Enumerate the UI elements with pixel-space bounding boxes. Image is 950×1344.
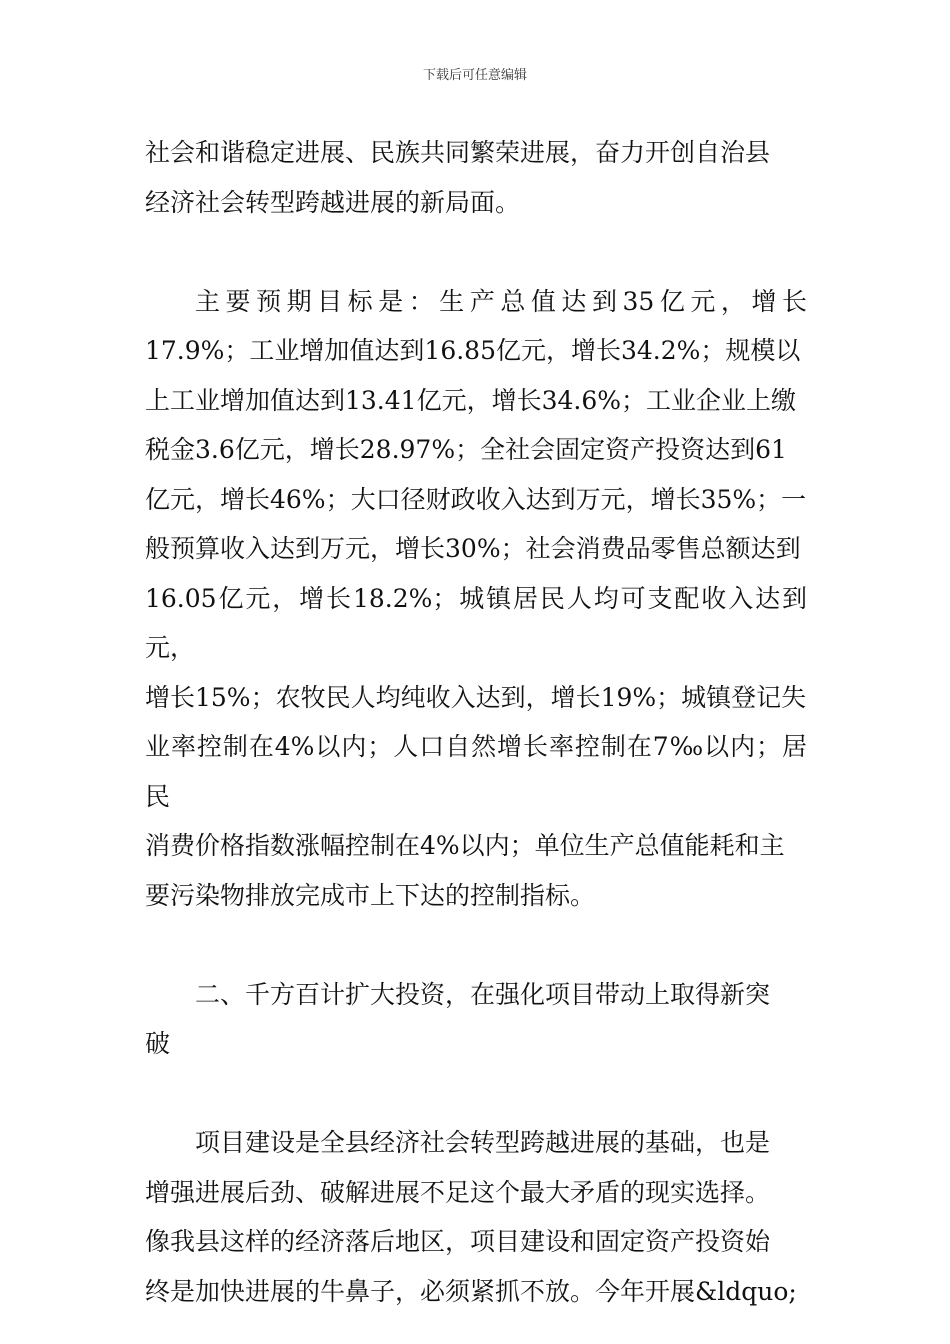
paragraph-projects xyxy=(145,1118,807,1316)
text-line: 增长15%；农牧民人均纯收入达到，增长19%；城镇登记失 xyxy=(145,682,807,712)
text-line: 项目建设是全县经济社会转型跨越进展的基础，也是 xyxy=(195,1128,771,1157)
text-line: 主要预期目标是：生产总值达到35亿元，增长 xyxy=(195,286,807,316)
paragraph-gap xyxy=(145,227,807,277)
paragraph-gap xyxy=(145,920,807,970)
text-line: 像我县这样的经济落后地区，项目建设和固定资产投资始 xyxy=(145,1227,771,1256)
text-line: 税金3.6亿元，增长28.97%；全社会固定资产投资达到61 xyxy=(145,435,787,464)
text-line: 终是加快进展的牛鼻子，必须紧抓不放。今年开展&ldquo; xyxy=(145,1276,797,1306)
section-heading xyxy=(145,970,807,1069)
text-line: 增强进展后劲、破解进展不足这个最大矛盾的现实选择。 xyxy=(145,1177,771,1207)
text-line: 16.05亿元，增长18.2%；城镇居民人均可支配收入达到元， xyxy=(145,583,807,662)
paragraph-targets xyxy=(145,277,807,921)
text-line: 二、千方百计扩大投资，在强化项目带动上取得新突 xyxy=(195,979,771,1009)
paragraph-continuation xyxy=(145,128,807,227)
text-line: 业率控制在4%以内；人口自然增长率控制在7‰以内；居民 xyxy=(145,732,807,811)
text-line: 般预算收入达到万元，增长30%；社会消费品零售总额达到 xyxy=(145,534,801,563)
text-line: 17.9%；工业增加值达到16.85亿元，增长34.2%；规模以 xyxy=(145,336,801,365)
text-line: 亿元，增长46%；大口径财政收入达到万元，增长35%；一 xyxy=(145,484,807,514)
text-line: 消费价格指数涨幅控制在4%以内；单位生产总值能耗和主 xyxy=(145,831,785,860)
text-line: 上工业增加值达到13.41亿元，增长34.6%；工业企业上缴 xyxy=(145,385,796,415)
text-line: 经济社会转型跨越进展的新局面。 xyxy=(145,187,521,217)
document-body xyxy=(145,128,807,1316)
text-line: 要污染物排放完成市上下达的控制指标。 xyxy=(145,880,596,910)
paragraph-gap xyxy=(145,1069,807,1119)
page-header-note: 下载后可任意编辑 xyxy=(422,68,527,83)
text-line: 破 xyxy=(145,1029,171,1058)
text-line: 社会和谐稳定进展、民族共同繁荣进展，奋力开创自治县 xyxy=(145,138,771,167)
